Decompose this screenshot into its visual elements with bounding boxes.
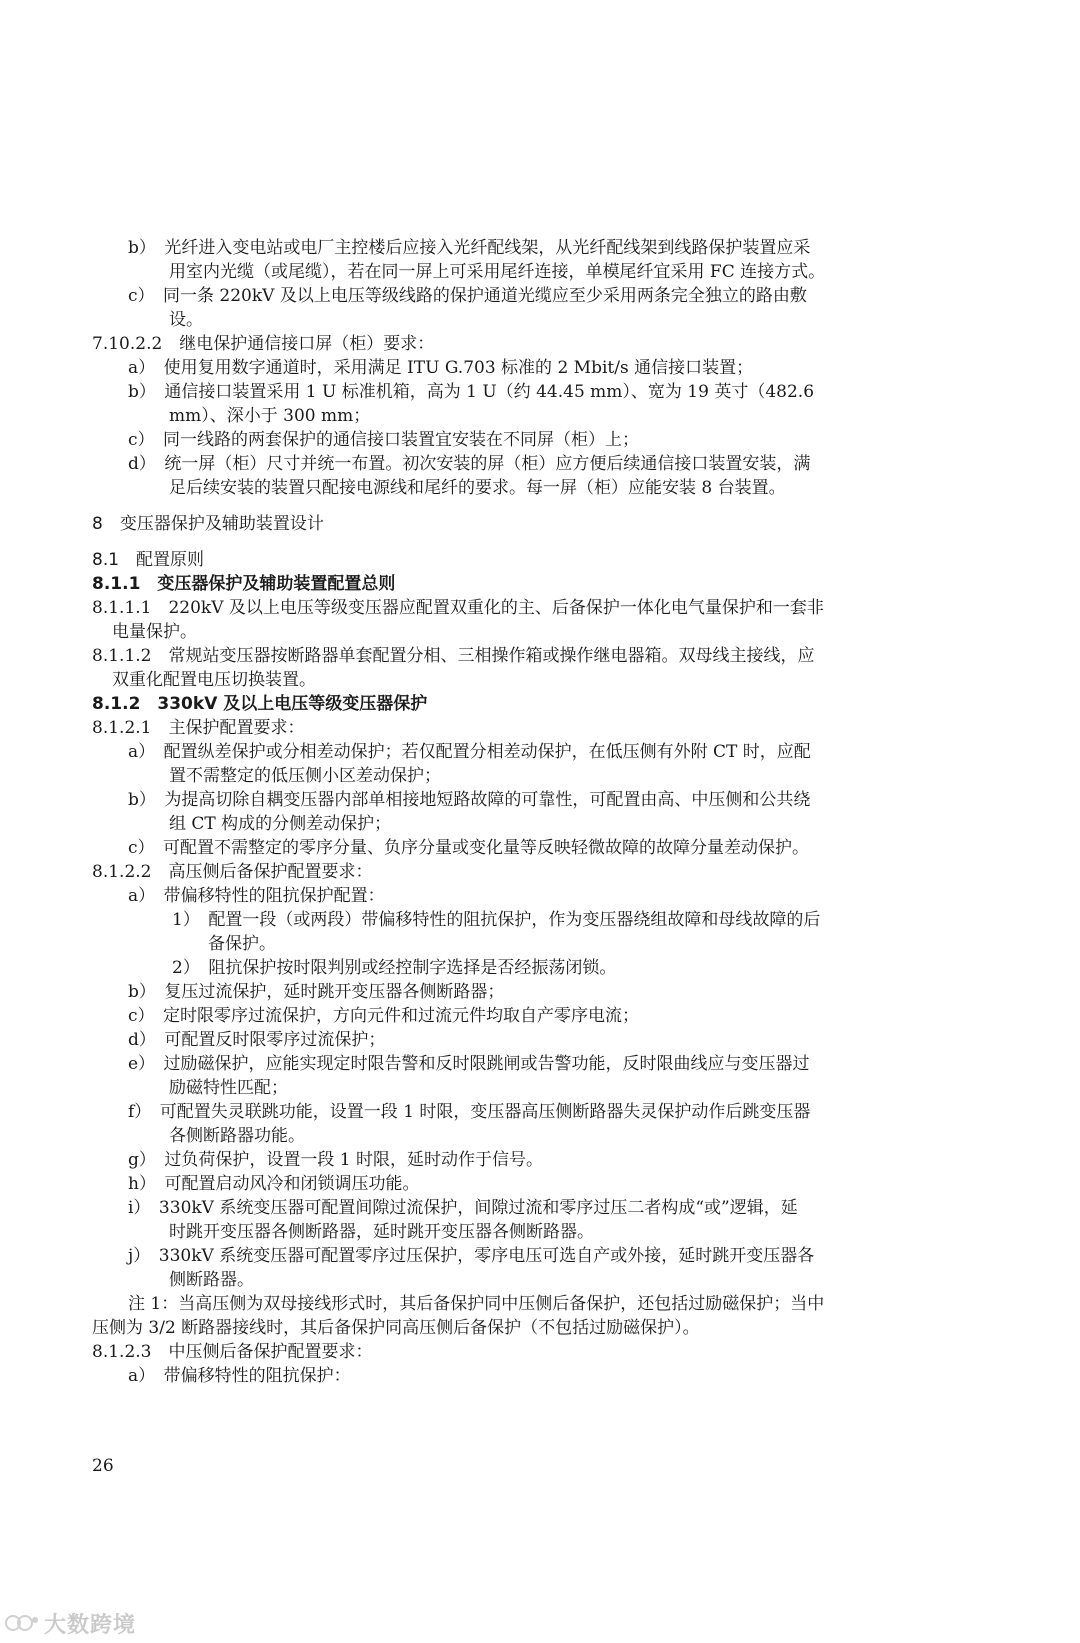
list-item-j-zero-voltage: j） 330kV 系统变压器可配置零序过压保护，零序电压可选自产或外接，延时跳开变压器各 — [128, 1246, 815, 1266]
list-item-a-medium-impedance: a） 带偏移特性的阻抗保护： — [128, 1366, 351, 1386]
list-item-f-breaker-failure-cont: 各侧断路器功能。 — [169, 1126, 305, 1146]
clause-8-1-2-3: 8.1.2.3 中压侧后备保护配置要求： — [92, 1342, 373, 1362]
list-item-c-fault-component: c） 可配置不需整定的零序分量、负序分量或变化量等反映轻微故障的故障分量差动保护。 — [128, 838, 810, 858]
list-item-c-cabinet: c） 同一线路的两套保护的通信接口装置宜安装在不同屏（柜）上； — [128, 430, 640, 450]
list-item-e-overexcitation: e） 过励磁保护，应能实现定时限告警和反时限跳闸或告警功能，反时限曲线应与变压器过 — [128, 1054, 810, 1074]
list-item-c-channel: c） 同一条 220kV 及以上电压等级线路的保护通道光缆应至少采用两条完全独立的路由敷 — [128, 286, 807, 306]
section-8-1-1-heading: 8.1.1 变压器保护及辅助装置配置总则 — [92, 574, 396, 594]
list-item-a-impedance: a） 带偏移特性的阻抗保护配置： — [128, 886, 385, 906]
list-item-e-overexcitation-cont: 励磁特性匹配； — [169, 1078, 288, 1098]
clause-8-1-1-2: 8.1.1.2 常规站变压器按断路器单套配置分相、三相操作箱或操作继电器箱。双母线主接线，应 — [92, 646, 815, 666]
list-item-h-cooling: h） 可配置启动风冷和闭锁调压功能。 — [128, 1174, 420, 1194]
list-item-b-autotransformer-cont: 组 CT 构成的分侧差动保护； — [169, 814, 392, 834]
sub-item-2: 2） 阻抗保护按时限判别或经控制字选择是否经振荡闭锁。 — [172, 958, 617, 978]
list-item-f-breaker-failure: f） 可配置失灵联跳功能，设置一段 1 时限，变压器高压侧断路器失灵保护动作后跳变压器 — [128, 1102, 811, 1122]
section-8-1-2-heading: 8.1.2 330kV 及以上电压等级变压器保护 — [92, 694, 428, 714]
watermark-text: 大数跨境 — [44, 1612, 137, 1638]
list-item-c-zero-sequence: c） 定时限零序过流保护，方向元件和过流元件均取自产零序电流； — [128, 1006, 640, 1026]
list-item-j-zero-voltage-cont: 侧断路器。 — [169, 1270, 254, 1290]
list-item-i-gap-overcurrent: i） 330kV 系统变压器可配置间隙过流保护，间隙过流和零序过压二者构成“或”逻辑，延 — [128, 1198, 798, 1218]
sub-item-1: 1） 配置一段（或两段）带偏移特性的阻抗保护，作为变压器绕组故障和母线故障的后 — [172, 910, 821, 930]
section-8-1-heading: 8.1 配置原则 — [92, 550, 205, 570]
section-7-10-2-2: 7.10.2.2 继电保护通信接口屏（柜）要求： — [92, 334, 435, 354]
list-item-b-fiber-cont: 用室内光缆（或尾缆），若在同一屏上可采用尾纤连接，单模尾纤宜采用 FC 连接方式。 — [169, 262, 826, 282]
list-item-a-main: a） 配置纵差保护或分相差动保护；若仅配置分相差动保护，在低压侧有外附 CT 时，应配 — [128, 742, 811, 762]
clause-8-1-1-1-cont: 电量保护。 — [112, 622, 197, 642]
list-item-g-overload: g） 过负荷保护，设置一段 1 时限，延时动作于信号。 — [128, 1150, 544, 1170]
list-item-c-channel-cont: 设。 — [169, 310, 203, 330]
page-number: 26 — [92, 1456, 114, 1476]
clause-8-1-1-1: 8.1.1.1 220kV 及以上电压等级变压器应配置双重化的主、后备保护一体化电气量保护和一套非 — [92, 598, 824, 618]
list-item-a-digital: a） 使用复用数字通道时，采用满足 ITU G.703 标准的 2 Mbit/s 通信接口装置； — [128, 358, 754, 378]
list-item-d-layout: d） 统一屏（柜）尺寸并统一布置。初次安装的屏（柜）应方便后续通信接口装置安装，满 — [128, 454, 811, 474]
note-1: 注 1：当高压侧为双母接线形式时，其后备保护同中压侧后备保护，还包括过励磁保护；当中 — [128, 1294, 825, 1314]
list-item-b-autotransformer: b） 为提高切除自耦变压器内部单相接地短路故障的可靠性，可配置由高、中压侧和公共绕 — [128, 790, 811, 810]
list-item-a-main-cont: 置不需整定的低压侧小区差动保护； — [169, 766, 441, 786]
watermark-logo — [4, 1608, 164, 1638]
list-item-b-chassis-cont: mm）、深小于 300 mm； — [169, 406, 371, 426]
clause-8-1-1-2-cont: 双重化配置电压切换装置。 — [112, 670, 316, 690]
list-item-b-overcurrent: b） 复压过流保护，延时跳开变压器各侧断路器； — [128, 982, 505, 1002]
list-item-d-layout-cont: 足后续安装的装置只配接电源线和尾纤的要求。每一屏（柜）应能安装 8 台装置。 — [169, 478, 786, 498]
list-item-i-gap-overcurrent-cont: 时跳开变压器各侧断路器，延时跳开变压器各侧断路器。 — [169, 1222, 594, 1242]
clause-8-1-2-1: 8.1.2.1 主保护配置要求： — [92, 718, 305, 738]
list-item-b-chassis: b） 通信接口装置采用 1 U 标准机箱，高为 1 U（约 44.45 mm）、宽为 19 英寸（482.6 — [128, 382, 815, 402]
list-item-b-fiber: b） 光纤进入变电站或电厂主控楼后应接入光纤配线架，从光纤配线架到线路保护装置应采 — [128, 238, 811, 258]
list-item-d-inverse-time: d） 可配置反时限零序过流保护； — [128, 1030, 386, 1050]
clause-8-1-2-2: 8.1.2.2 高压侧后备保护配置要求： — [92, 862, 373, 882]
note-1-cont: 压侧为 3/2 断路器接线时，其后备保护同高压侧后备保护（不包括过励磁保护）。 — [92, 1318, 700, 1338]
sub-item-1-cont: 备保护。 — [208, 934, 276, 954]
logo-icon — [4, 1612, 40, 1634]
chapter-8-heading: 8 变压器保护及辅助装置设计 — [92, 514, 324, 534]
